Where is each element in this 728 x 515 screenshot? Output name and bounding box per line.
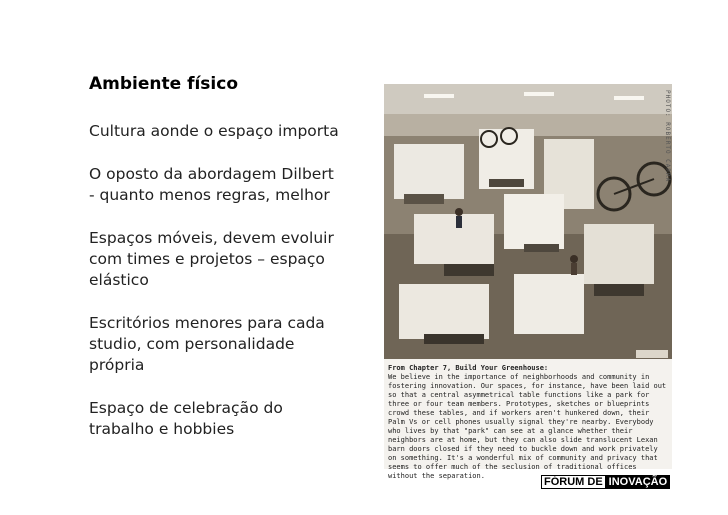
office-scene-illustration <box>384 84 672 359</box>
bullet-item: Escritórios menores para cada studio, com personalidade própria <box>89 314 325 374</box>
bullet-item: Cultura aonde o espaço importa <box>89 122 339 140</box>
photo-caption <box>384 361 672 480</box>
bullet-item: O oposto da abordagem Dilbert - quanto menos regras, melhor <box>89 165 334 204</box>
bullet-item: Espaço de celebração do trabalho e hobbies <box>89 399 283 438</box>
bullet-item: Espaços móveis, devem evoluir com times e projetos – espaço elástico <box>89 229 334 289</box>
office-photo <box>384 84 672 359</box>
bullet-list <box>89 121 379 462</box>
caption-body: We believe in the importance of neighborhoods and community in fostering innovation. Our spaces, for instance, have been laid out so that a central asymmetrical table functions like a park for three or four team members. Prototypes, sketches or blueprints crowd these tables, and if workers aren't hunkered down, their Palm Vs or cell phones usually signal they're nearby. Everybody who lives by that "park" can see at a glance whether their neighbors are at home, but they can also slide translucent Lexan barn doors closed if they need to buckle down and work privately on something. It's a wonderful mix of community and privacy that seems to offer much of the seclusion of traditional offices without the separation. <box>388 373 667 480</box>
logo-text-inovacao: INOVAÇÃO <box>606 475 670 489</box>
caption-heading: From Chapter 7, Build Your Greenhouse: <box>388 364 549 372</box>
slide-title: Ambiente físico <box>89 74 238 94</box>
forum-inovacao-logo <box>541 475 670 489</box>
photo-credit: PHOTO: ROBERTO CARRA <box>664 90 671 183</box>
office-photo-clipping <box>384 84 672 480</box>
logo-text-forum: FÓRUM DE <box>541 475 606 489</box>
